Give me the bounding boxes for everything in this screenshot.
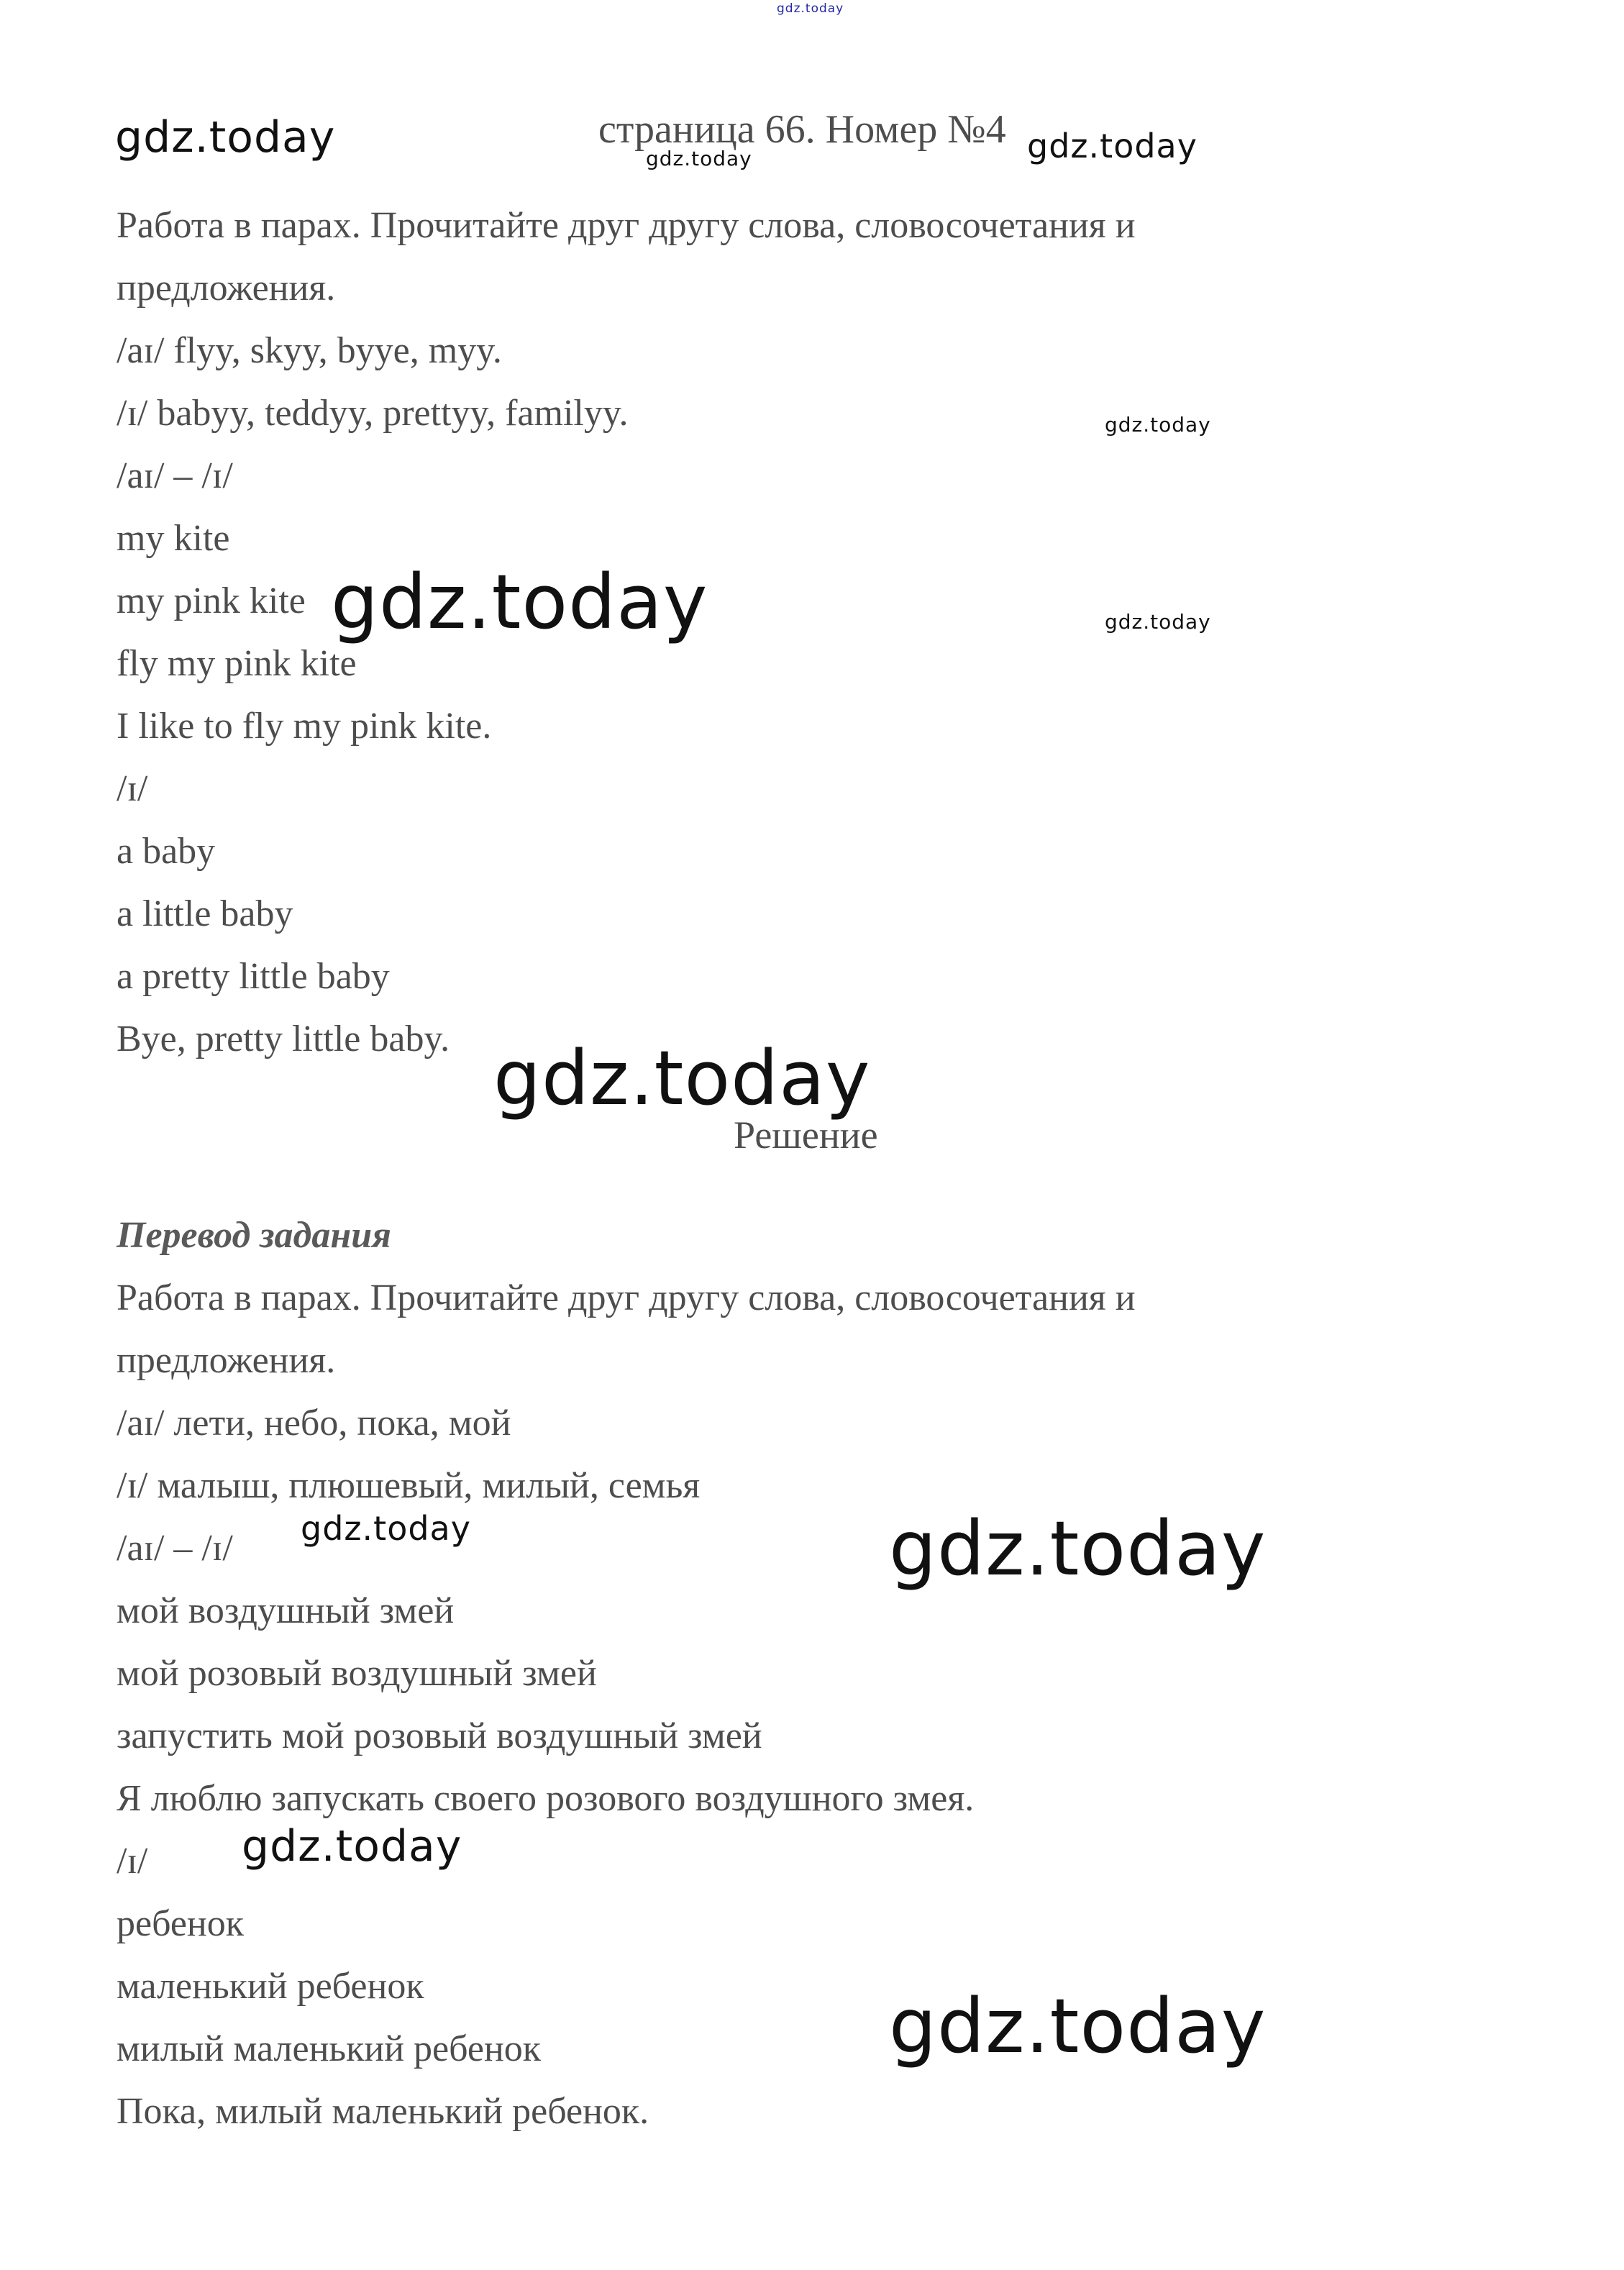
- task-line: предложения.: [117, 268, 336, 309]
- translation-line: Я люблю запускать своего розового воздушного змея.: [117, 1778, 975, 1819]
- task-line: /ɪ/: [117, 768, 148, 809]
- task-line: Bye, pretty little baby.: [117, 1018, 450, 1059]
- task-line: /ɪ/ babyy, teddyy, prettyy, familyy.: [117, 393, 629, 434]
- solution-label: Решение: [734, 1113, 878, 1157]
- translation-line: запустить мой розовый воздушный змей: [117, 1715, 762, 1756]
- task-line: fly my pink kite: [117, 643, 357, 684]
- watermark-translation-medium: gdz.today: [242, 1821, 462, 1872]
- translation-line: Пока, милый маленький ребенок.: [117, 2091, 649, 2132]
- translation-line: /aɪ/ лети, небо, пока, мой: [117, 1403, 511, 1444]
- translation-line: ребенок: [117, 1903, 245, 1944]
- translation-line: мой воздушный змей: [117, 1590, 455, 1631]
- translation-line: маленький ребенок: [117, 1966, 424, 2007]
- watermark-right-2: gdz.today: [1105, 610, 1211, 634]
- task-line: a pretty little baby: [117, 956, 390, 997]
- translation-line: /ɪ/: [117, 1841, 148, 1882]
- translation-line: предложения.: [117, 1340, 336, 1381]
- watermark-translation-large-1: gdz.today: [889, 1505, 1267, 1592]
- watermark-top: gdz.today: [777, 1, 844, 16]
- watermark-right-1: gdz.today: [1105, 413, 1211, 437]
- translation-heading: Перевод задания: [117, 1215, 391, 1256]
- translation-line: мой розовый воздушный змей: [117, 1653, 597, 1694]
- watermark-under-title: gdz.today: [646, 147, 752, 170]
- watermark-translation-large-2: gdz.today: [889, 1982, 1267, 2070]
- task-line: /aɪ/ flyy, skyy, byye, myy.: [117, 330, 502, 371]
- task-line: my kite: [117, 518, 230, 559]
- watermark-header-right: gdz.today: [1027, 127, 1198, 165]
- watermark-above-solution: gdz.today: [493, 1034, 871, 1122]
- task-line: my pink kite: [117, 580, 306, 621]
- translation-line: /ɪ/ малыш, плюшевый, милый, семья: [117, 1465, 701, 1506]
- task-line: I like to fly my pink kite.: [117, 706, 492, 747]
- watermark-header-left: gdz.today: [115, 112, 336, 163]
- translation-line: милый маленький ребенок: [117, 2028, 542, 2069]
- task-line: a little baby: [117, 893, 293, 934]
- translation-line: Работа в парах. Прочитайте друг другу слова, словосочетания и: [117, 1277, 1136, 1318]
- task-line: /aɪ/ – /ɪ/: [117, 455, 233, 496]
- task-line: a baby: [117, 831, 216, 872]
- page-title: страница 66. Номер №4: [598, 107, 1006, 152]
- task-line: Работа в парах. Прочитайте друг другу слова, словосочетания и: [117, 205, 1136, 246]
- watermark-mid-large: gdz.today: [331, 558, 708, 646]
- translation-line: /aɪ/ – /ɪ/: [117, 1528, 233, 1569]
- watermark-translation-small: gdz.today: [301, 1509, 471, 1548]
